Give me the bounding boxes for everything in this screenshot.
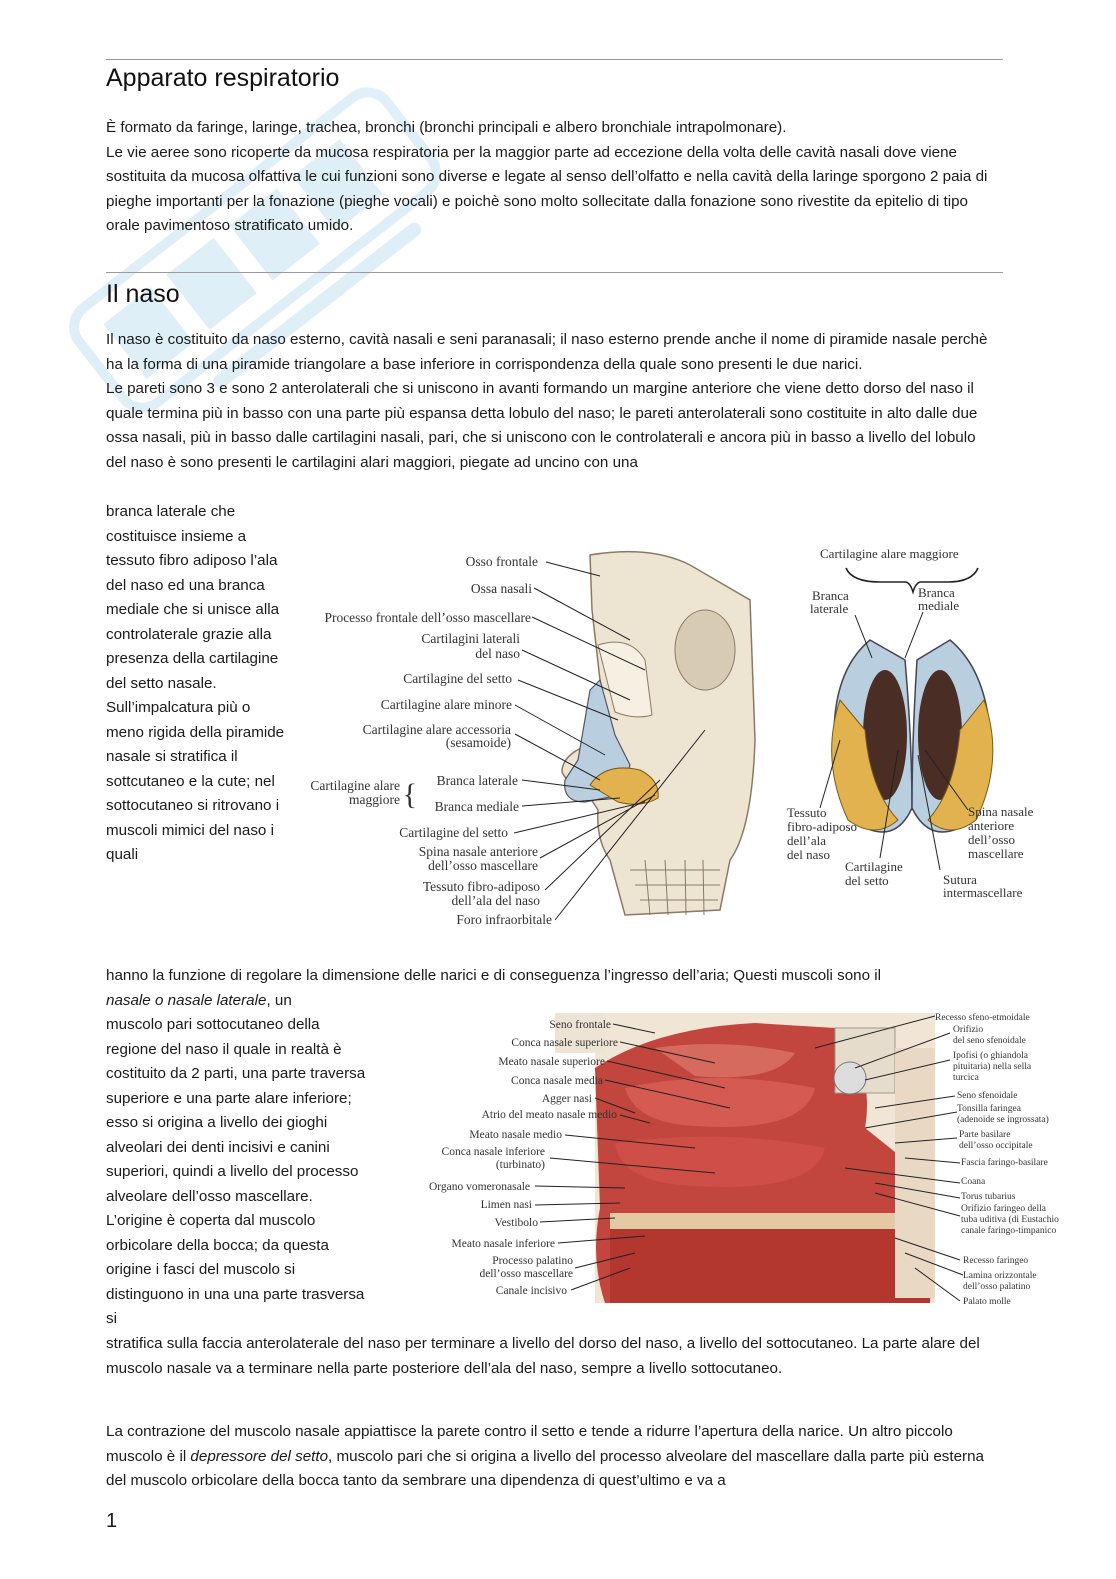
- label-processo-palatino: Processo palatino: [492, 1255, 573, 1267]
- label-agger-nasi: Agger nasi: [541, 1093, 592, 1105]
- paragraph-wrap-figure1: branca laterale che costituisce insieme a tessuto fibro adiposo l’ala del naso ed una branca mediale che si unisce alla controlaterale grazie alla presenza della cartilagine del setto nasale. Sull’impalcatura più o meno rigida della piramide nasale si stratifica il sottcutaneo e la cute; nel sottocutaneo si ritrovano i muscoli mimici del naso i quali: [106, 503, 285, 863]
- label-tonsilla: Tonsilla faringea: [957, 1104, 1021, 1114]
- section-rule: [106, 272, 1003, 273]
- label-r-sutura: Sutura: [943, 872, 977, 887]
- label-r-mediale: mediale: [918, 598, 960, 613]
- label-spina-nasale-2: dell’osso mascellare: [428, 858, 538, 873]
- label-recesso-sfeno: Recesso sfeno-etmoidale: [935, 1013, 1030, 1023]
- label-cartilagini-laterali: Cartilagini laterali: [421, 631, 520, 646]
- label-r-fibro: fibro-adiposo: [787, 819, 858, 834]
- top-rule: [106, 59, 1003, 60]
- label-turcica: turcica: [953, 1073, 979, 1083]
- label-orifizio: Orifizio: [953, 1025, 984, 1035]
- label-r-setto: del setto: [845, 873, 889, 888]
- figure1-labels-left: [310, 554, 552, 927]
- label-organo-vomeronasale: Organo vomeronasale: [428, 1181, 530, 1193]
- paragraph-intro: [106, 116, 996, 239]
- label-cartilagini-laterali-2: del naso: [475, 646, 520, 661]
- label-canale-faringo: canale faringo-timpanico: [961, 1226, 1057, 1236]
- label-r-osso: dell’osso: [968, 832, 1015, 847]
- contrazione-italic-depressore: depressore del setto: [190, 1447, 329, 1465]
- label-limen-nasi: Limen nasi: [480, 1199, 532, 1211]
- label-processo-frontale: Processo frontale dell’osso mascellare: [324, 610, 531, 625]
- label-r-alare-maggiore: Cartilagine alare maggiore: [820, 546, 959, 561]
- label-tessuto-fibro: Tessuto fibro-adiposo: [422, 879, 540, 894]
- intro-line-2: Le vie aeree sono ricoperte da mucosa respiratoria per la maggior parte ad eccezione della volta delle cavità nasali dove viene sostituita da mucosa olfattiva le cui funzioni sono diverse e legate al senso dell’olfatto e nella cavità della laringe sporgono 2 paia di pieghe importanti per la fonazione (pieghe vocali) e poichè sono molto sollecitate dalla fonazione sono rivestite da epitelio di tipo orale pavimentoso stratificato umido.: [106, 143, 988, 234]
- label-tessuto-fibro-2: dell’ala del naso: [451, 893, 540, 908]
- figure2-labels-right: [935, 1012, 1059, 1307]
- label-meato-superiore: Meato nasale superiore: [498, 1056, 605, 1068]
- label-r-spina: Spina nasale: [968, 804, 1034, 819]
- brace-symbol: {: [402, 778, 417, 811]
- nasal-base-illustration: [832, 568, 993, 832]
- label-processo-palatino-2: dell’osso mascellare: [479, 1268, 573, 1280]
- figure1-labels-right: [787, 546, 1034, 900]
- label-ossa-nasali: Ossa nasali: [470, 581, 532, 596]
- naso-p1: Il naso è costituito da naso esterno, cavità nasali e seni paranasali; il naso esterno prende anche il nome di piramide nasale perchè ha la forma di una piramide triangolare a base inferiore in corrispondenza della quale sono presenti le due narici.: [106, 331, 988, 373]
- label-r-intermascellare: intermascellare: [943, 885, 1023, 900]
- label-alare-accessoria: Cartilagine alare accessoria: [362, 722, 511, 737]
- label-branca-laterale: Branca laterale: [436, 773, 518, 788]
- label-r-laterale: laterale: [810, 601, 849, 616]
- label-coana: Coana: [961, 1177, 986, 1187]
- label-r-cartilagine: Cartilagine: [845, 859, 903, 874]
- muscoli-text: hanno la funzione di regolare la dimensione delle narici e di conseguenza l’ingresso dell’aria; Questi muscoli sono il: [106, 967, 882, 984]
- label-lamina: Lamina orizzontale: [963, 1271, 1037, 1281]
- label-alare-maggiore-2: maggiore: [349, 792, 400, 807]
- label-meato-inferiore: Meato nasale inferiore: [451, 1238, 555, 1250]
- label-r-mascellare: mascellare: [968, 846, 1024, 861]
- figure-nasal-cavity-section: [395, 1008, 1075, 1313]
- label-parte-basilare: Parte basilare: [959, 1130, 1011, 1140]
- label-pituitaria: pituitaria) nella sella: [953, 1062, 1032, 1072]
- label-r-ala: dell’ala: [787, 833, 826, 848]
- label-palato-molle: Palato molle: [963, 1297, 1011, 1307]
- sagittal-section-illustration: [555, 1013, 935, 1303]
- label-sesamoide: (sesamoide): [445, 735, 511, 750]
- label-r-anteriore: anteriore: [968, 818, 1015, 833]
- label-orifizio-faringeo: Orifizio faringeo della: [961, 1204, 1046, 1214]
- label-r-naso: del naso: [787, 847, 830, 862]
- paragraph-muscoli: [106, 964, 996, 1013]
- page-number: 1: [106, 1510, 118, 1532]
- paragraph-parte-trasversa: stratifica sulla faccia anterolaterale del naso per terminare a livello del dorso del naso, a livello del sottocutaneo. La parte alare del muscolo nasale va a terminare nella parte posteriore dell’ala del naso, sempre a livello sottocutaneo.: [106, 1335, 980, 1377]
- label-alare-minore: Cartilagine alare minore: [380, 697, 512, 712]
- label-ipofisi: Ipofisi (o ghiandola: [953, 1051, 1028, 1061]
- label-osso-frontale: Osso frontale: [465, 554, 538, 569]
- label-conca-inferiore: Conca nasale inferiore: [441, 1146, 545, 1158]
- label-branca-mediale: Branca mediale: [434, 799, 519, 814]
- label-torus: Torus tubarius: [961, 1192, 1016, 1202]
- label-occipitale: dell’osso occipitale: [959, 1141, 1033, 1151]
- label-alare-maggiore: Cartilagine alare: [310, 778, 400, 793]
- skull-illustration: [562, 552, 755, 915]
- label-canale-incisivo: Canale incisivo: [495, 1285, 567, 1297]
- label-adenoide: (adenoide se ingrossata): [957, 1115, 1049, 1125]
- label-cartilagine-setto: Cartilagine del setto: [403, 671, 512, 686]
- label-spina-nasale: Spina nasale anteriore: [418, 844, 538, 859]
- label-palatino: dell’osso palatino: [963, 1282, 1031, 1292]
- label-cartilagine-setto-2: Cartilagine del setto: [399, 825, 508, 840]
- section-title-naso: Il naso: [106, 280, 180, 308]
- label-conca-media: Conca nasale media: [511, 1075, 603, 1087]
- label-r-branca: Branca: [812, 588, 849, 603]
- label-foro-infraorbitale: Foro infraorbitale: [456, 912, 552, 927]
- paragraph-wrap-figure2: muscolo pari sottocutaneo della regione del naso il quale in realtà è costituito da 2 parti, una parte traversa superiore e una parte alare inferiore; esso si origina a livello dei gioghi alveolari dei denti incisivi e canini superiori, quindi a livello del processo alveolare dell’osso mascellare. L’origine è coperta dal muscolo orbicolare della bocca; da questa origine i fasci del muscolo si distinguono in una una parte trasversa si: [106, 1016, 366, 1327]
- label-tuba-uditiva: tuba uditiva (di Eustachio: [961, 1215, 1059, 1225]
- naso-p2: Le pareti sono 3 e sono 2 anterolaterali che si uniscono in avanti formando un margine anteriore che viene detto dorso del naso il quale termina più in basso con una parte più espansa detta lobulo del naso; le pareti anterolaterali sono costituite in alto dalle due ossa nasali, più in basso dalle cartilagini nasali, pari, che si uniscono con le controlaterali e ancora più in basso a livello del lobulo del naso è sono presenti le cartilagini alari maggiori, piegate ad uncino con una: [106, 380, 978, 471]
- section-title-respiratorio: Apparato respiratorio: [106, 64, 340, 92]
- label-vestibolo: Vestibolo: [494, 1217, 538, 1229]
- label-atrio-meato: Atrio del meato nasale medio: [481, 1109, 617, 1121]
- label-r-tessuto: Tessuto: [787, 805, 827, 820]
- label-r-branca-2: Branca: [918, 585, 955, 600]
- figure2-labels-left: [429, 1019, 618, 1297]
- label-meato-medio: Meato nasale medio: [469, 1129, 562, 1141]
- paragraph-contrazione: [106, 1420, 996, 1494]
- label-seno-sfenoidale: Seno sfenoidale: [957, 1091, 1018, 1101]
- label-seno-sfenoidale-orifizio: del seno sfenoidale: [953, 1036, 1026, 1046]
- intro-line-1: È formato da faringe, laringe, trachea, bronchi (bronchi principali e albero bronchiale intrapolmonare).: [106, 119, 787, 136]
- label-turbinato: (turbinato): [495, 1159, 545, 1171]
- muscoli-after: , un: [266, 991, 292, 1009]
- label-recesso-faringeo: Recesso faringeo: [963, 1256, 1029, 1266]
- label-seno-frontale: Seno frontale: [549, 1019, 611, 1031]
- contrazione-b: , muscolo pari che si origina a livello del processo alveolare del mascellare dalla parte più esterna del muscolo orbicolare della bocca tanto da sembrare una dipendenza di quest’ultimo e va a: [106, 1447, 984, 1489]
- paragraph-naso-1: [106, 328, 996, 475]
- figure-nasal-cartilages: [300, 540, 1050, 935]
- label-conca-superiore: Conca nasale superiore: [511, 1037, 618, 1049]
- contrazione-a: La contrazione del muscolo nasale appiattisce la parete contro il setto e tende a ridurre l’apertura della narice. Un altro piccolo muscolo è il: [106, 1423, 953, 1465]
- muscoli-italic-nasale: nasale o nasale laterale: [106, 991, 267, 1009]
- label-fascia: Fascia faringo-basilare: [961, 1158, 1048, 1168]
